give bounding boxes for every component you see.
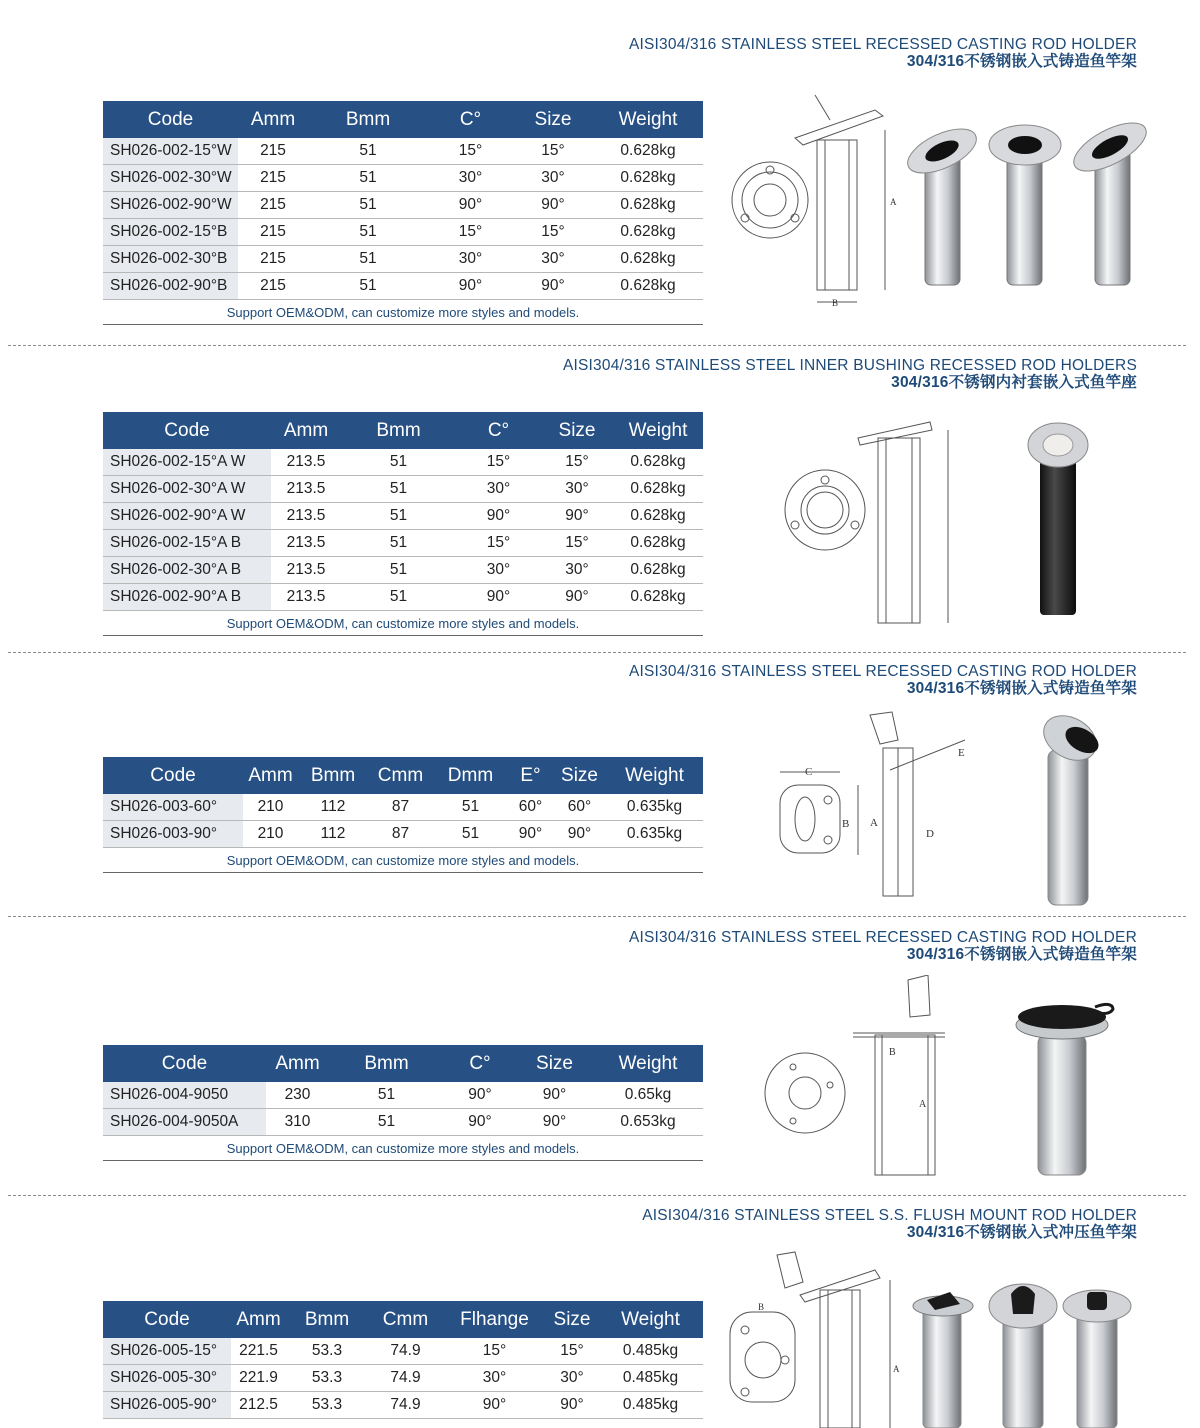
casting-rod-holder-photo: [1020, 710, 1115, 910]
col-header: C°: [444, 1045, 516, 1082]
spec-cell: 90°: [444, 1082, 516, 1109]
spec-cell: 53.3: [286, 1365, 368, 1392]
spec-cell: 51: [433, 794, 508, 821]
spec-cell: 90°: [546, 1392, 598, 1419]
col-header: Amm: [231, 1301, 286, 1338]
spec-cell: 51: [329, 1109, 444, 1136]
spec-cell: 15°: [541, 449, 613, 476]
table-body: [103, 449, 703, 611]
table-row: [103, 219, 703, 246]
section-title: [629, 929, 1137, 963]
table-row: [103, 1365, 703, 1392]
spec-cell: 0.628kg: [613, 557, 703, 584]
spec-cell: 15°: [428, 219, 513, 246]
spec-cell: 0.628kg: [593, 138, 703, 165]
spec-cell: 215: [238, 138, 308, 165]
col-header: Bmm: [308, 101, 428, 138]
rod-holder-photos: [900, 115, 1155, 290]
title-cn: 304/316不锈钢内衬套嵌入式鱼竿座: [891, 374, 1137, 391]
table-row: [103, 165, 703, 192]
spec-cell: 0.628kg: [613, 530, 703, 557]
spec-cell: 0.485kg: [598, 1392, 703, 1419]
table-row: [103, 584, 703, 611]
spec-cell: 90°: [428, 273, 513, 300]
dim-label-b: B: [758, 1302, 765, 1312]
spec-cell: 0.485kg: [598, 1365, 703, 1392]
spec-cell: 0.628kg: [613, 476, 703, 503]
spec-cell: 213.5: [271, 584, 341, 611]
product-code: SH026-002-15°W: [103, 138, 238, 165]
product-code: SH026-004-9050: [103, 1082, 266, 1109]
title-en: AISI304/316 STAINLESS STEEL RECESSED CASTING ROD HOLDER: [628, 36, 1137, 53]
product-code: SH026-003-60°: [103, 794, 243, 821]
spec-cell: 90°: [516, 1109, 593, 1136]
col-header: Code: [103, 1045, 266, 1082]
col-header: Size: [553, 757, 606, 794]
spec-cell: 15°: [513, 219, 593, 246]
col-header: Weight: [606, 757, 703, 794]
col-header: Bmm: [341, 412, 456, 449]
spec-cell: 30°: [541, 476, 613, 503]
spec-cell: 90°: [428, 192, 513, 219]
spec-table: [103, 101, 703, 325]
table-body: [103, 1338, 703, 1419]
title-cn: 304/316不锈钢嵌入式铸造鱼竿架: [906, 680, 1137, 697]
spec-cell: 90°: [508, 821, 553, 848]
product-code: SH026-005-30°: [103, 1365, 231, 1392]
flush-mount-rod-holder-photos: [905, 1278, 1165, 1428]
product-code: SH026-004-9050A: [103, 1109, 266, 1136]
spec-cell: 212.5: [231, 1392, 286, 1419]
spec-cell: 0.628kg: [593, 219, 703, 246]
spec-cell: 0.635kg: [606, 794, 703, 821]
spec-cell: 15°: [456, 530, 541, 557]
spec-cell: 30°: [428, 165, 513, 192]
col-header: Bmm: [286, 1301, 368, 1338]
title-en: AISI304/316 STAINLESS STEEL RECESSED CASTING ROD HOLDER: [628, 663, 1137, 680]
casting-rod-holder-drawing: [770, 710, 970, 900]
spec-cell: 87: [368, 821, 433, 848]
spec-table: [103, 757, 703, 873]
dim-label-c: C: [805, 766, 813, 778]
product-code: SH026-002-30°W: [103, 165, 238, 192]
spec-cell: 0.635kg: [606, 821, 703, 848]
table-row: [103, 1338, 703, 1365]
spec-cell: 51: [329, 1082, 444, 1109]
dim-label-a: A: [890, 197, 897, 207]
spec-cell: 30°: [456, 557, 541, 584]
section-divider: [8, 1195, 1186, 1196]
spec-cell: 0.628kg: [613, 449, 703, 476]
col-header: Size: [546, 1301, 598, 1338]
spec-cell: 60°: [508, 794, 553, 821]
bushing-rod-holder-drawing: [780, 420, 960, 630]
table-row: [103, 530, 703, 557]
spec-cell: 30°: [428, 246, 513, 273]
oem-note: Support OEM&ODM, can customize more styles and models.: [103, 1136, 703, 1161]
spec-cell: 74.9: [368, 1338, 443, 1365]
spec-cell: 30°: [443, 1365, 546, 1392]
col-header: Bmm: [298, 757, 368, 794]
spec-cell: 0.628kg: [593, 192, 703, 219]
spec-cell: 0.628kg: [593, 246, 703, 273]
spec-cell: 0.65kg: [593, 1082, 703, 1109]
spec-cell: 51: [308, 138, 428, 165]
col-header: Code: [103, 1301, 231, 1338]
spec-cell: 90°: [553, 821, 606, 848]
table-body: [103, 138, 703, 300]
recessed-rod-holder-photo: [1010, 995, 1120, 1180]
spec-cell: 90°: [516, 1082, 593, 1109]
table-row: [103, 1082, 703, 1109]
col-header: Weight: [593, 1045, 703, 1082]
rod-holder-drawing: [725, 90, 910, 315]
table-row: [103, 273, 703, 300]
product-code: SH026-003-90°: [103, 821, 243, 848]
col-header: Amm: [243, 757, 298, 794]
title-cn: 304/316不锈钢嵌入式冲压鱼竿架: [906, 1224, 1137, 1241]
spec-cell: 215: [238, 219, 308, 246]
table-row: [103, 1109, 703, 1136]
col-header: E°: [508, 757, 553, 794]
title-cn: 304/316不锈钢嵌入式铸造鱼竿架: [906, 946, 1137, 963]
spec-cell: 215: [238, 192, 308, 219]
col-header: Code: [103, 757, 243, 794]
dim-label-d: D: [926, 828, 934, 840]
title-en: AISI304/316 STAINLESS STEEL S.S. FLUSH MOUNT ROD HOLDER: [642, 1207, 1137, 1224]
spec-cell: 230: [266, 1082, 329, 1109]
spec-cell: 74.9: [368, 1365, 443, 1392]
product-code: SH026-002-30°B: [103, 246, 238, 273]
col-header: Weight: [593, 101, 703, 138]
table-row: [103, 246, 703, 273]
table-row: [103, 1392, 703, 1419]
spec-cell: 90°: [541, 584, 613, 611]
dim-label-a: A: [919, 1099, 927, 1110]
spec-cell: 51: [308, 246, 428, 273]
dim-label-e: E: [958, 747, 965, 759]
table-row: [103, 138, 703, 165]
recessed-rod-holder-drawing: [760, 975, 960, 1180]
spec-cell: 0.485kg: [598, 1338, 703, 1365]
dim-label-a: A: [893, 1364, 900, 1374]
dim-label-a: A: [870, 817, 878, 829]
section-title: [629, 36, 1137, 70]
spec-cell: 90°: [456, 584, 541, 611]
spec-cell: 90°: [456, 503, 541, 530]
table-row: [103, 821, 703, 848]
spec-cell: 60°: [553, 794, 606, 821]
spec-cell: 215: [238, 246, 308, 273]
spec-cell: 15°: [428, 138, 513, 165]
spec-cell: 221.5: [231, 1338, 286, 1365]
spec-cell: 90°: [541, 503, 613, 530]
title-en: AISI304/316 STAINLESS STEEL INNER BUSHING RECESSED ROD HOLDERS: [562, 357, 1137, 374]
spec-cell: 112: [298, 794, 368, 821]
col-header: Size: [541, 412, 613, 449]
spec-cell: 51: [341, 476, 456, 503]
spec-cell: 90°: [444, 1109, 516, 1136]
col-header: Dmm: [433, 757, 508, 794]
spec-cell: 213.5: [271, 503, 341, 530]
table-row: [103, 503, 703, 530]
spec-table: [103, 1301, 703, 1419]
product-code: SH026-005-90°: [103, 1392, 231, 1419]
flush-mount-rod-holder-drawing: [725, 1250, 905, 1428]
spec-cell: 0.628kg: [593, 273, 703, 300]
col-header: Amm: [266, 1045, 329, 1082]
spec-cell: 51: [341, 557, 456, 584]
spec-cell: 90°: [513, 273, 593, 300]
spec-cell: 90°: [443, 1392, 546, 1419]
spec-cell: 15°: [443, 1338, 546, 1365]
col-header: C°: [456, 412, 541, 449]
spec-cell: 53.3: [286, 1338, 368, 1365]
spec-cell: 215: [238, 165, 308, 192]
spec-cell: 0.628kg: [613, 584, 703, 611]
spec-table: [103, 1045, 703, 1161]
spec-cell: 30°: [546, 1365, 598, 1392]
spec-cell: 221.9: [231, 1365, 286, 1392]
section-divider: [8, 916, 1186, 917]
spec-cell: 51: [308, 192, 428, 219]
spec-cell: 51: [341, 530, 456, 557]
spec-cell: 310: [266, 1109, 329, 1136]
col-header: Weight: [598, 1301, 703, 1338]
title-en: AISI304/316 STAINLESS STEEL RECESSED CASTING ROD HOLDER: [628, 929, 1137, 946]
section-title: [563, 357, 1137, 391]
spec-cell: 213.5: [271, 530, 341, 557]
spec-cell: 15°: [456, 449, 541, 476]
dim-label-b: B: [842, 818, 850, 830]
spec-cell: 90°: [513, 192, 593, 219]
spec-cell: 112: [298, 821, 368, 848]
product-code: SH026-002-15°B: [103, 219, 238, 246]
section-divider: [8, 652, 1186, 653]
product-code: SH026-002-30°A B: [103, 557, 271, 584]
col-header: Size: [516, 1045, 593, 1082]
product-code: SH026-005-15°: [103, 1338, 231, 1365]
spec-cell: 30°: [456, 476, 541, 503]
section-divider: [8, 345, 1186, 346]
spec-cell: 51: [308, 273, 428, 300]
spec-cell: 210: [243, 794, 298, 821]
oem-note: Support OEM&ODM, can customize more styles and models.: [103, 848, 703, 873]
spec-cell: 15°: [513, 138, 593, 165]
product-code: SH026-002-15°A W: [103, 449, 271, 476]
section-title: [629, 663, 1137, 697]
spec-table: [103, 412, 703, 636]
spec-cell: 51: [341, 503, 456, 530]
dim-label-b: B: [889, 1047, 896, 1058]
col-header: C°: [428, 101, 513, 138]
product-code: SH026-002-30°A W: [103, 476, 271, 503]
product-code: SH026-002-90°A B: [103, 584, 271, 611]
table-row: [103, 449, 703, 476]
spec-cell: 15°: [541, 530, 613, 557]
spec-cell: 213.5: [271, 476, 341, 503]
col-header: Code: [103, 412, 271, 449]
spec-cell: 210: [243, 821, 298, 848]
col-header: Weight: [613, 412, 703, 449]
oem-note: Support OEM&ODM, can customize more styles and models.: [103, 611, 703, 636]
title-cn: 304/316不锈钢嵌入式铸造鱼竿架: [906, 53, 1137, 70]
spec-cell: 51: [433, 821, 508, 848]
table-row: [103, 794, 703, 821]
product-code: SH026-002-15°A B: [103, 530, 271, 557]
table-row: [103, 476, 703, 503]
spec-cell: 15°: [546, 1338, 598, 1365]
col-header: Code: [103, 101, 238, 138]
spec-cell: 51: [341, 584, 456, 611]
table-body: [103, 1082, 703, 1136]
spec-cell: 87: [368, 794, 433, 821]
bushing-rod-holder-photo: [1020, 420, 1095, 620]
spec-cell: 51: [308, 219, 428, 246]
col-header: Bmm: [329, 1045, 444, 1082]
col-header: Cmm: [368, 757, 433, 794]
spec-cell: 213.5: [271, 449, 341, 476]
spec-cell: 30°: [541, 557, 613, 584]
table-body: [103, 794, 703, 848]
col-header: Amm: [271, 412, 341, 449]
col-header: Cmm: [368, 1301, 443, 1338]
table-row: [103, 192, 703, 219]
spec-cell: 74.9: [368, 1392, 443, 1419]
spec-cell: 0.653kg: [593, 1109, 703, 1136]
dim-label-b: B: [832, 298, 839, 308]
oem-note: Support OEM&ODM, can customize more styles and models.: [103, 300, 703, 325]
spec-cell: 215: [238, 273, 308, 300]
spec-cell: 213.5: [271, 557, 341, 584]
spec-cell: 30°: [513, 165, 593, 192]
spec-cell: 0.628kg: [613, 503, 703, 530]
spec-cell: 0.628kg: [593, 165, 703, 192]
product-code: SH026-002-90°B: [103, 273, 238, 300]
spec-cell: 53.3: [286, 1392, 368, 1419]
section-title: [642, 1207, 1137, 1241]
product-code: SH026-002-90°W: [103, 192, 238, 219]
table-row: [103, 557, 703, 584]
spec-cell: 51: [308, 165, 428, 192]
product-code: SH026-002-90°A W: [103, 503, 271, 530]
col-header: Amm: [238, 101, 308, 138]
spec-cell: 51: [341, 449, 456, 476]
spec-cell: 30°: [513, 246, 593, 273]
col-header: Size: [513, 101, 593, 138]
col-header: Flhange: [443, 1301, 546, 1338]
